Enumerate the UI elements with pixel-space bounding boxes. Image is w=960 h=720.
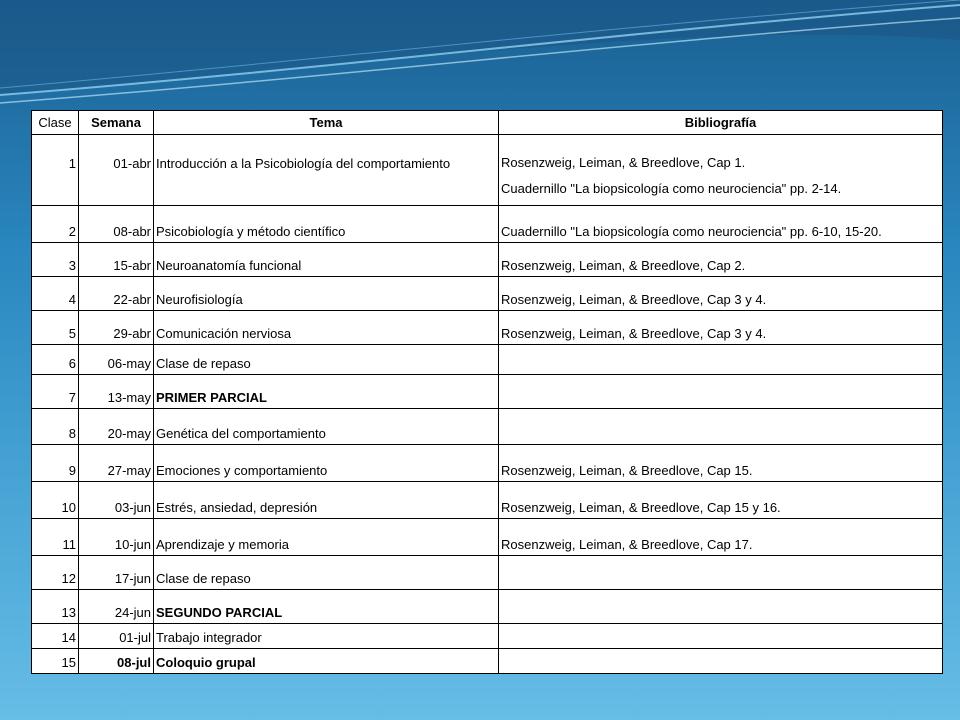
table-row <box>32 345 943 375</box>
table-row <box>32 277 943 311</box>
cell-bibliografia: Rosenzweig, Leiman, & Breedlove, Cap 2. <box>499 243 943 277</box>
header-bibliografia: Bibliografía <box>499 111 943 135</box>
cell-clase: 1 <box>32 135 79 206</box>
cell-tema: Psicobiología y método científico <box>154 206 499 243</box>
cell-bibliografia <box>499 590 943 624</box>
cell-bibliografia: Rosenzweig, Leiman, & Breedlove, Cap 3 y 4. <box>499 311 943 345</box>
table-row <box>32 409 943 445</box>
cell-semana: 06-may <box>79 345 154 375</box>
table-row <box>32 482 943 519</box>
bibliografia-line: Cuadernillo "La biopsicología como neurociencia" pp. 2-14. <box>501 181 842 196</box>
cell-semana: 20-may <box>79 409 154 445</box>
cell-semana: 15-abr <box>79 243 154 277</box>
cell-tema: Genética del comportamiento <box>154 409 499 445</box>
cell-tema: Estrés, ansiedad, depresión <box>154 482 499 519</box>
table-row <box>32 519 943 556</box>
cell-semana: 29-abr <box>79 311 154 345</box>
cell-tema: Clase de repaso <box>154 345 499 375</box>
cell-clase: 8 <box>32 409 79 445</box>
cell-bibliografia <box>499 345 943 375</box>
cell-clase: 12 <box>32 556 79 590</box>
cell-tema: Emociones y comportamiento <box>154 445 499 482</box>
cell-semana: 27-may <box>79 445 154 482</box>
table-row <box>32 624 943 649</box>
cell-tema: SEGUNDO PARCIAL <box>154 590 499 624</box>
cell-clase: 7 <box>32 375 79 409</box>
cell-bibliografia <box>499 624 943 649</box>
header-tema: Tema <box>154 111 499 135</box>
table-row <box>32 243 943 277</box>
cell-tema: Aprendizaje y memoria <box>154 519 499 556</box>
cell-clase: 13 <box>32 590 79 624</box>
cell-bibliografia: Rosenzweig, Leiman, & Breedlove, Cap 17. <box>499 519 943 556</box>
cell-tema: Comunicación nerviosa <box>154 311 499 345</box>
cell-tema: Clase de repaso <box>154 556 499 590</box>
cell-clase: 4 <box>32 277 79 311</box>
cell-semana: 08-abr <box>79 206 154 243</box>
table-row <box>32 556 943 590</box>
table-row <box>32 206 943 243</box>
cell-clase: 2 <box>32 206 79 243</box>
cell-bibliografia: Rosenzweig, Leiman, & Breedlove, Cap 15. <box>499 445 943 482</box>
cell-bibliografia <box>499 375 943 409</box>
cell-clase: 3 <box>32 243 79 277</box>
cell-semana: 03-jun <box>79 482 154 519</box>
cell-semana: 13-may <box>79 375 154 409</box>
cell-tema: Neurofisiología <box>154 277 499 311</box>
cell-semana: 01-abr <box>79 135 154 206</box>
cell-bibliografia <box>499 135 943 206</box>
cell-bibliografia <box>499 409 943 445</box>
cell-semana: 10-jun <box>79 519 154 556</box>
cell-tema: PRIMER PARCIAL <box>154 375 499 409</box>
cell-semana: 01-jul <box>79 624 154 649</box>
cell-clase: 10 <box>32 482 79 519</box>
cell-bibliografia: Cuadernillo "La biopsicología como neurociencia" pp. 6-10, 15-20. <box>499 206 943 243</box>
cell-semana: 22-abr <box>79 277 154 311</box>
header-semana: Semana <box>79 111 154 135</box>
table-row <box>32 649 943 674</box>
cell-clase: 11 <box>32 519 79 556</box>
bibliografia-line: Rosenzweig, Leiman, & Breedlove, Cap 1. <box>501 155 746 170</box>
table-header-row <box>32 111 943 135</box>
cell-bibliografia: Rosenzweig, Leiman, & Breedlove, Cap 15 y 16. <box>499 482 943 519</box>
cell-clase: 14 <box>32 624 79 649</box>
table-row <box>32 445 943 482</box>
table-row <box>32 590 943 624</box>
cell-semana: 08-jul <box>79 649 154 674</box>
cell-semana: 17-jun <box>79 556 154 590</box>
cell-clase: 15 <box>32 649 79 674</box>
schedule-table <box>31 110 943 674</box>
cell-clase: 9 <box>32 445 79 482</box>
cell-clase: 5 <box>32 311 79 345</box>
cell-tema: Coloquio grupal <box>154 649 499 674</box>
cell-bibliografia <box>499 556 943 590</box>
cell-tema: Neuroanatomía funcional <box>154 243 499 277</box>
cell-tema: Introducción a la Psicobiología del comportamiento <box>154 135 499 206</box>
header-clase: Clase <box>32 111 79 135</box>
table-row <box>32 311 943 345</box>
table-row <box>32 375 943 409</box>
table-row <box>32 135 943 206</box>
cell-bibliografia <box>499 649 943 674</box>
cell-clase: 6 <box>32 345 79 375</box>
cell-bibliografia: Rosenzweig, Leiman, & Breedlove, Cap 3 y 4. <box>499 277 943 311</box>
cell-tema: Trabajo integrador <box>154 624 499 649</box>
cell-semana: 24-jun <box>79 590 154 624</box>
